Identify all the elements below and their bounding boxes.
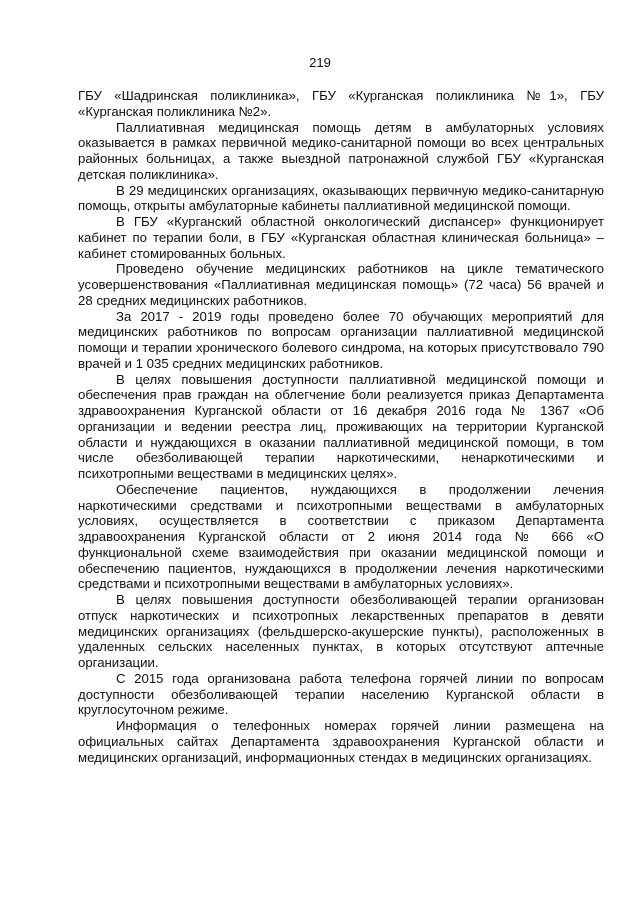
paragraph-4: В ГБУ «Курганский областной онкологический диспансер» функционирует кабинет по терапии боли, в ГБУ «Курганская областная клиническая больница» – кабинет стомированных больных. bbox=[78, 214, 604, 261]
paragraph-1: ГБУ «Шадринская поликлиника», ГБУ «Курганская поликлиника №1», ГБУ «Курганская поликлиника №2». bbox=[78, 88, 604, 119]
paragraph-7: В целях повышения доступности паллиативной медицинской помощи и обеспечения прав граждан на облегчение боли реализуется приказ Департамента здравоохранения Курганской области от 16 декабря 2016 года № 1367 «Об организации и ведении реестра лиц, проживающих на территории Курганской области и нуждающихся в оказании паллиативной медицинской помощи, в том числе обезболивающей терапии наркотическими, ненаркотическими и психотропными веществами в медицинских целях». bbox=[78, 371, 604, 481]
paragraph-10: С 2015 года организована работа телефона горячей линии по вопросам доступности обезболивающей терапии населению Курганской области в круглосуточном режиме. bbox=[78, 670, 604, 718]
paragraph-11: Информация о телефонных номерах горячей линии размещена на официальных сайтах Департамента здравоохранения Курганской области и медицинских организаций, информационных стендах в медицинских организациях. bbox=[78, 718, 604, 765]
paragraph-3: В 29 медицинских организациях, оказывающих первичную медико-санитарную помощь, открыты амбулаторные кабинеты паллиативной медицинской помощи. bbox=[78, 182, 604, 214]
paragraph-8: Обеспечение пациентов, нуждающихся в продолжении лечения наркотическими средствами и психотропными веществами в амбулаторных условиях, осуществляется в соответствии с приказом Департамента здравоохранения Курганской области от 2 июня 2014 года № 666 «О функциональной схеме взаимодействия при оказании медицинской помощи и обеспечению пациентов, нуждающихся в продолжении лечения наркотическими средствами и психотропными веществами в амбулаторных условиях». bbox=[78, 481, 604, 592]
page-number: 219 bbox=[309, 55, 331, 70]
paragraph-9: В целях повышения доступности обезболивающей терапии организован отпуск наркотических и психотропных лекарственных препаратов в девяти медицинских организациях (фельдшерско-акушерские пункты), расположенных в удаленных сельских населенных пунктах, в которых отсутствуют аптечные организации. bbox=[78, 592, 604, 670]
document-body bbox=[78, 88, 604, 765]
paragraph-6: За 2017 - 2019 годы проведено более 70 обучающих мероприятий для медицинских работников по вопросам организации паллиативной медицинской помощи и терапии хронического болевого синдрома, на которых присутствовало 790 врачей и 1 035 средних медицинских работников. bbox=[78, 308, 604, 371]
paragraph-5: Проведено обучение медицинских работников на цикле тематического усовершенствования «Паллиативная медицинская помощь» (72 часа) 56 врачей и 28 средних медицинских работников. bbox=[78, 261, 604, 308]
paragraph-2: Паллиативная медицинская помощь детям в амбулаторных условиях оказывается в рамках первичной медико-санитарной помощи во всех центральных районных больницах, а также выездной патронажной службой ГБУ «Курганская детская поликлиника». bbox=[78, 119, 604, 182]
